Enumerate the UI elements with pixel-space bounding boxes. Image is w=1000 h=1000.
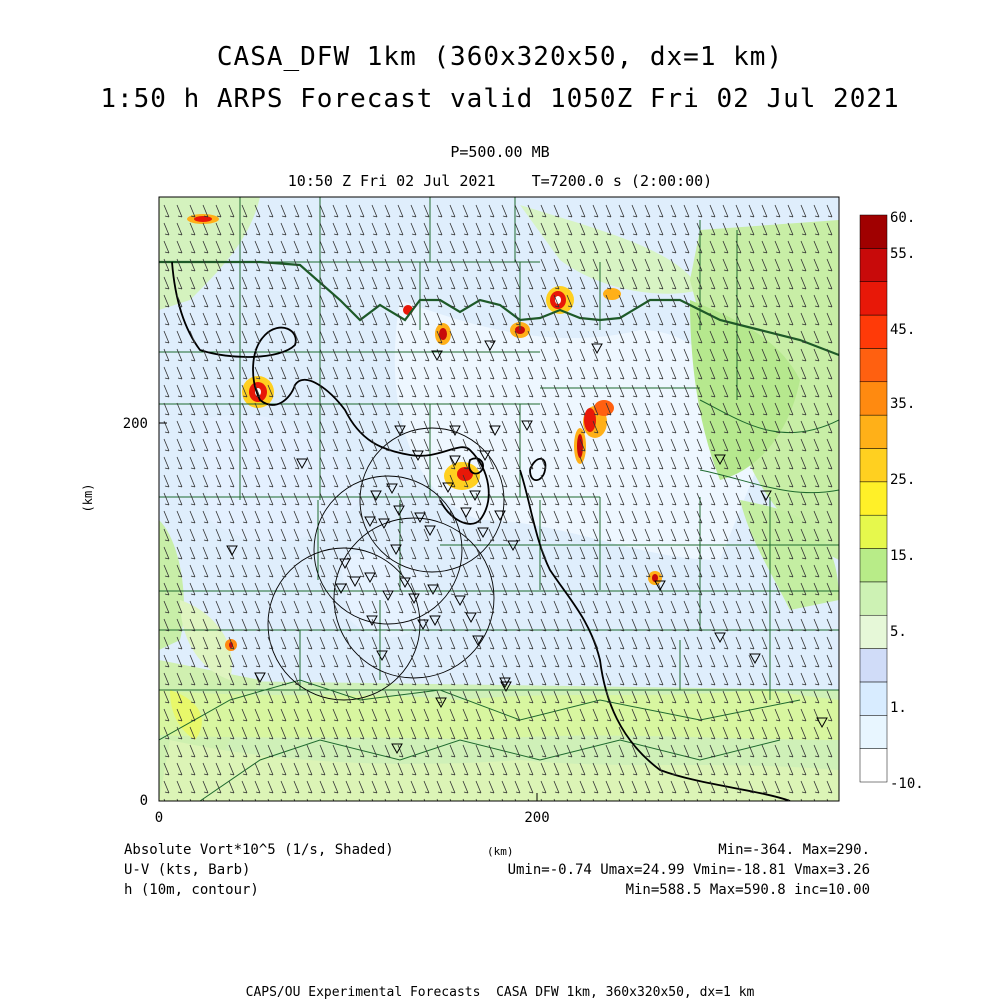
colorbar-swatch: [860, 315, 887, 348]
colorbar-label: 55.: [890, 246, 916, 262]
colorbar-swatch: [860, 715, 887, 748]
colorbar-label: 1.: [890, 700, 907, 716]
colorbar-label: 60.: [890, 210, 916, 226]
plot-title-line1: CASA_DFW 1km (360x320x50, dx=1 km): [216, 42, 784, 72]
x-tick-200: 200: [524, 810, 550, 826]
colorbar: [860, 210, 924, 792]
colorbar-swatch: [860, 415, 887, 448]
colorbar-label: -10.: [890, 776, 924, 792]
x-axis-unit: (km): [487, 845, 514, 858]
vorticity-minmax: Min=-364. Max=290.: [718, 842, 870, 858]
colorbar-swatch: [860, 549, 887, 582]
colorbar-swatch: [860, 482, 887, 515]
y-axis-unit: (km): [81, 483, 95, 513]
height-minmax: Min=588.5 Max=590.8 inc=10.00: [625, 882, 870, 898]
plot-title-line2: 1:50 h ARPS Forecast valid 1050Z Fri 02 Jul 2021: [100, 84, 900, 114]
footer-credit: CAPS/OU Experimental Forecasts CASA DFW 1km, 360x320x50, dx=1 km: [245, 985, 755, 1000]
colorbar-swatch: [860, 649, 887, 682]
colorbar-label: 15.: [890, 548, 916, 564]
colorbar-swatch: [860, 515, 887, 548]
legend-height: h (10m, contour): [124, 882, 259, 898]
legend-wind: U-V (kts, Barb): [124, 862, 251, 878]
colorbar-swatch: [860, 448, 887, 481]
vorticity-shading: [159, 197, 839, 811]
colorbar-swatch: [860, 582, 887, 615]
colorbar-swatch: [860, 248, 887, 281]
pressure-level-label: P=500.00 MB: [450, 143, 550, 161]
legend-vorticity: Absolute Vort*10^5 (1/s, Shaded): [124, 842, 394, 858]
colorbar-swatch: [860, 615, 887, 648]
colorbar-label: 25.: [890, 472, 916, 488]
colorbar-label: 35.: [890, 396, 916, 412]
colorbar-swatch: [860, 348, 887, 381]
colorbar-swatch: [860, 282, 887, 315]
y-tick-200: 200: [122, 416, 148, 432]
valid-time-label: 10:50 Z Fri 02 Jul 2021 T=7200.0 s (2:00:00): [287, 172, 713, 190]
colorbar-swatch: [860, 215, 887, 248]
y-tick-0: 0: [139, 793, 148, 809]
x-tick-0: 0: [154, 810, 164, 826]
colorbar-label: 5.: [890, 624, 907, 640]
colorbar-swatch: [860, 382, 887, 415]
colorbar-label: 45.: [890, 322, 916, 338]
wind-minmax: Umin=-0.74 Umax=24.99 Vmin=-18.81 Vmax=3.26: [507, 862, 870, 878]
colorbar-swatch: [860, 749, 887, 782]
colorbar-swatch: [860, 682, 887, 715]
